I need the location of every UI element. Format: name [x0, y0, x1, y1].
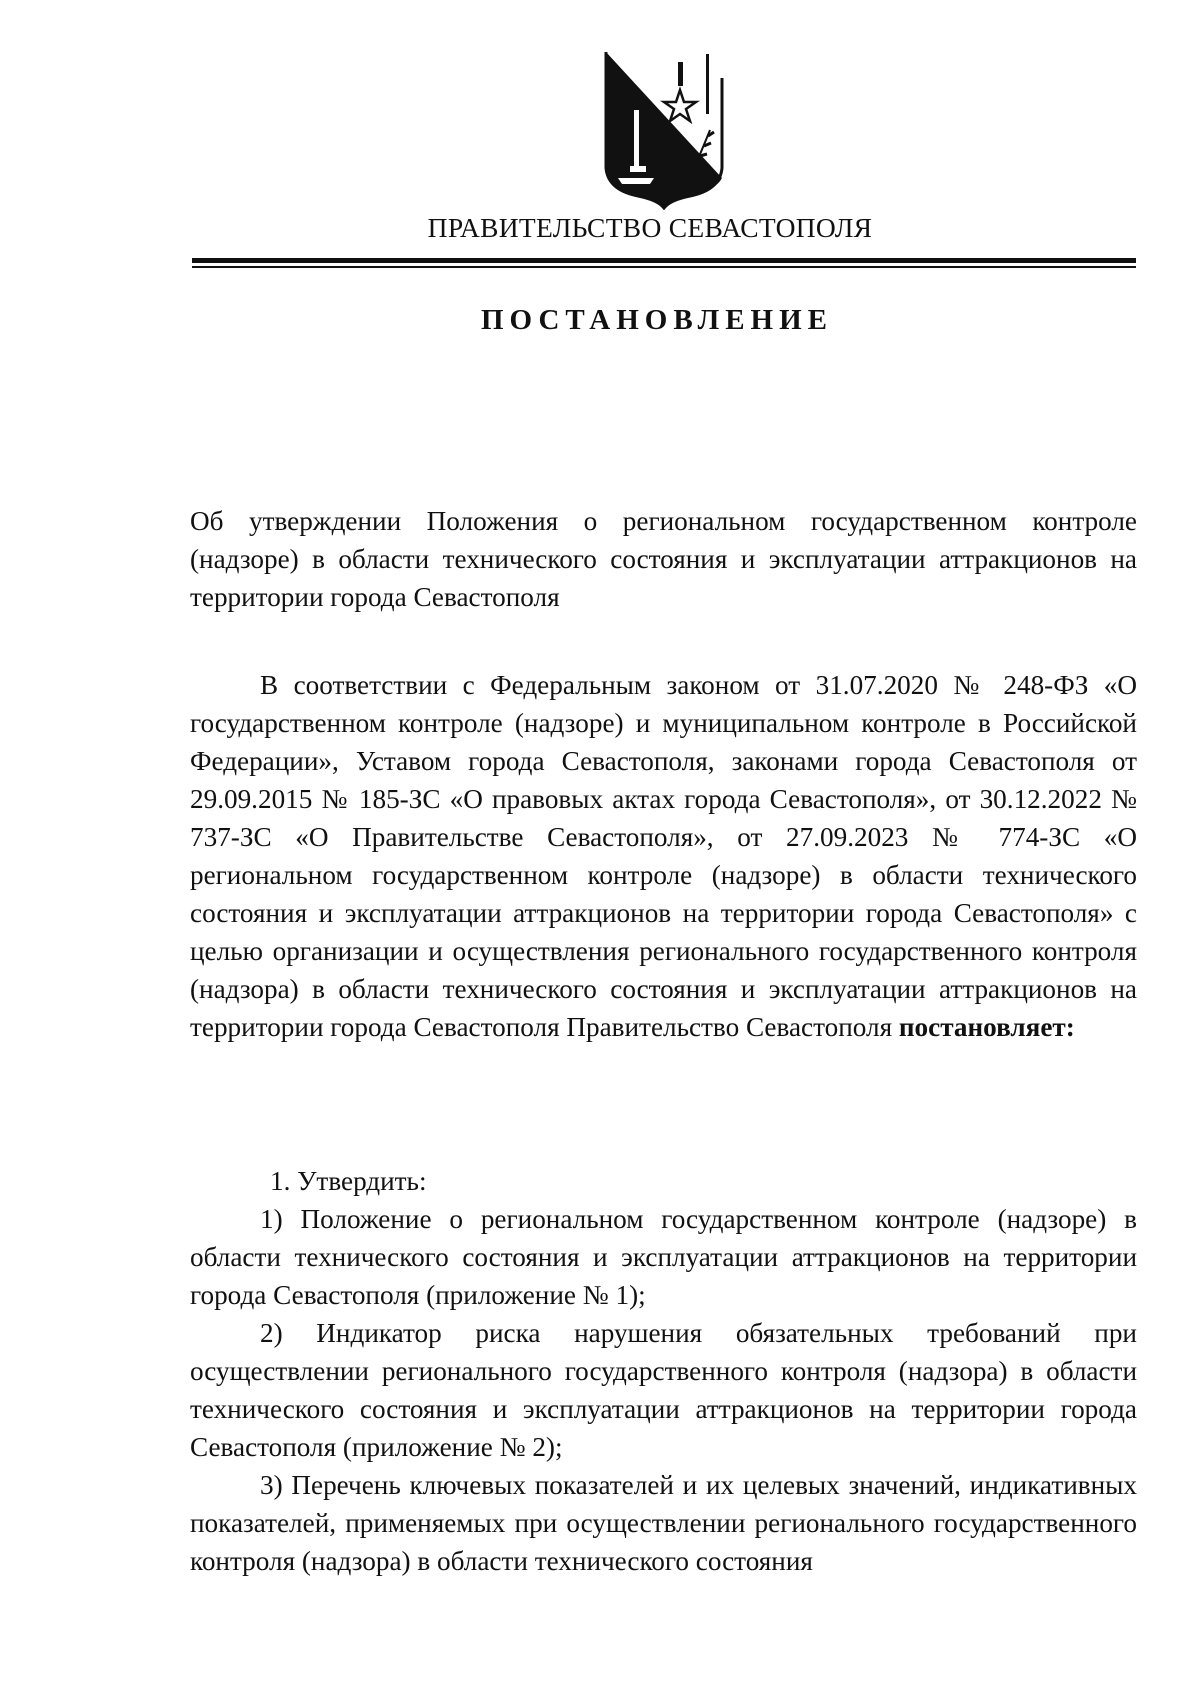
sevastopol-coat-of-arms-icon — [598, 50, 728, 210]
document-title: Об утверждении Положения о региональном государственном контроле (надзоре) в области технического состояния и эксплуатации аттракционов на территории города Севастополя — [190, 506, 1137, 612]
decree-items — [190, 1162, 1137, 1580]
list-item: 2) Индикатор риска нарушения обязательных требований при осуществлении регионального государственного контроля (надзора) в области технического состояния и эксплуатации аттракционов на территории города Севастополя (приложение № 2); — [190, 1318, 1137, 1462]
preamble — [190, 666, 1137, 1046]
decree-word: постановляет: — [898, 1012, 1075, 1042]
header-rule-thick — [192, 258, 1136, 263]
list-item: 1) Положение о региональном государственном контроле (надзоре) в области технического состояния и эксплуатации аттракционов на территории города Севастополя (приложение № 1); — [190, 1204, 1137, 1310]
header-rule-thin — [192, 266, 1136, 268]
government-name: ПРАВИТЕЛЬСТВО СЕВАСТОПОЛЯ — [427, 212, 873, 243]
document-type: ПОСТАНОВЛЕНИЕ — [480, 304, 833, 336]
preamble-text: В соответствии с Федеральным законом от 31.07.2020 № 248-ФЗ «О государственном контроле (надзоре) и муниципальном контроле в Российской Федерации», Уставом города Севастополя, законами города Севастополя от 29.09.2015 № 185-ЗС «О правовых актах города Севастополя», от 30.12.2022 № 737-ЗС «О Правительстве Севастополя», от 27.09.2023 № 774-ЗС «О региональном государственном контроле (надзоре) в области технического состояния и эксплуатации аттракционов на территории города Севастополя» с целью организации и осуществления регионального государственного контроля (надзора) в области технического состояния и эксплуатации аттракционов на территории города Севастополя Правительство Севастополя — [190, 670, 1137, 1042]
list-item: 1. Утвердить: — [270, 1166, 427, 1196]
list-item: 3) Перечень ключевых показателей и их целевых значений, индикативных показателей, применяемых при осуществлении регионального государственного контроля (надзора) в области технического состояния — [190, 1470, 1137, 1576]
